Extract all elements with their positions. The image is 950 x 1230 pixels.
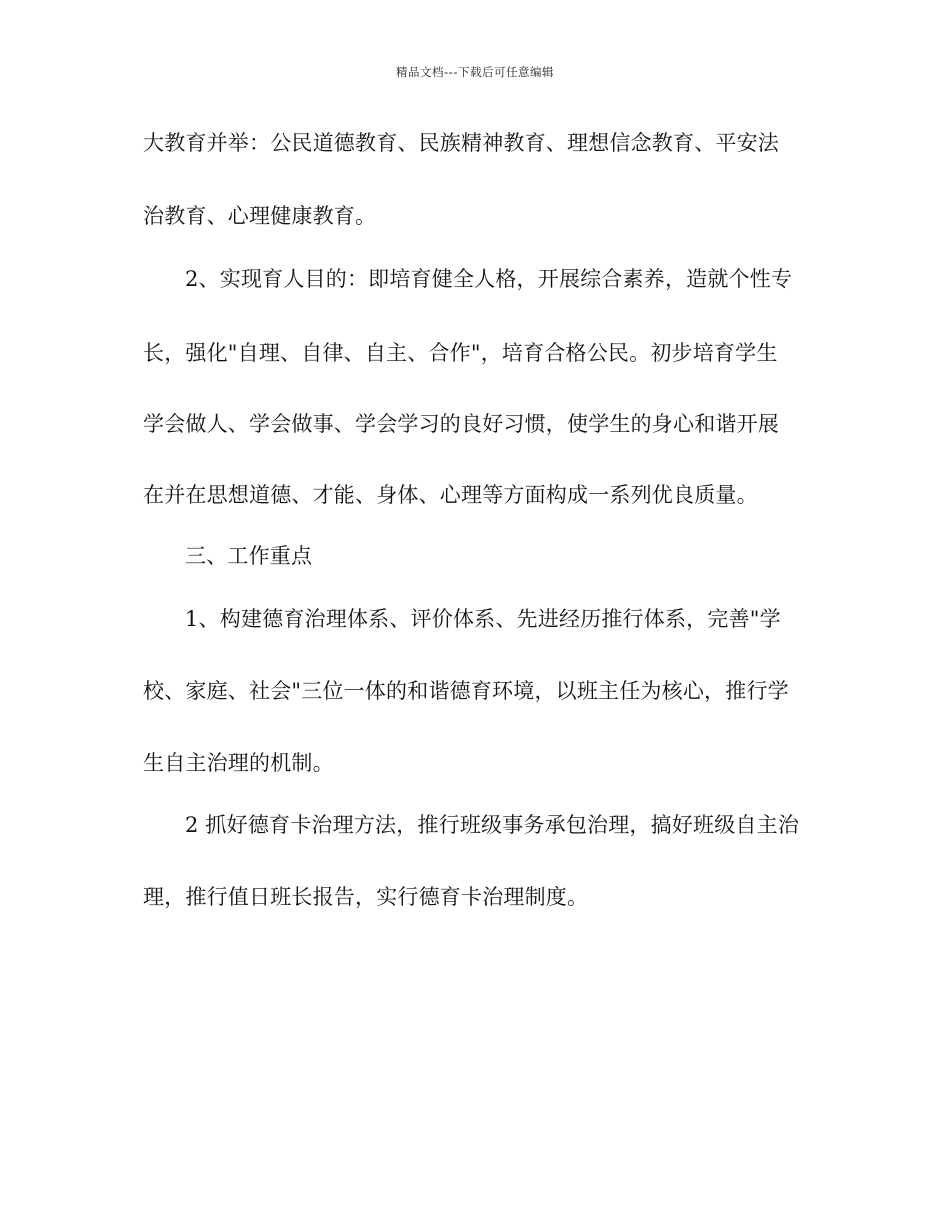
paragraph-line: 治教育、心理健康教育。 (143, 204, 377, 228)
section-heading: 三、工作重点 (185, 544, 313, 568)
paragraph-line: 长，强化"自理、自律、自主、合作"，培育合格公民。初步培育学生 (143, 341, 778, 365)
paragraph-line: 2、实现育人目的：即培育健全人格，开展综合素养，造就个性专 (185, 267, 793, 291)
paragraph-line: 生自主治理的机制。 (143, 751, 334, 775)
paragraph-line: 理，推行值日班长报告，实行德育卡治理制度。 (143, 885, 589, 909)
paragraph-line: 校、家庭、社会"三位一体的和谐德育环境，以班主任为核心，推行学 (143, 679, 789, 703)
paragraph-line: 学会做人、学会做事、学会学习的良好习惯，使学生的身心和谐开展 (143, 412, 779, 436)
paragraph-line: 大教育并举：公民道德教育、民族精神教育、理想信念教育、平安法 (143, 131, 779, 155)
paragraph-line: 在并在思想道德、才能、身体、心理等方面构成一系列优良质量。 (143, 483, 758, 507)
page-header: 精品文档---下载后可任意编辑 (396, 65, 554, 79)
paragraph-line: 2 抓好德育卡治理方法，推行班级事务承包治理，搞好班级自主治 (185, 813, 800, 837)
paragraph-line: 1、构建德育治理体系、评价体系、先进经历推行体系，完善"学 (185, 607, 781, 631)
